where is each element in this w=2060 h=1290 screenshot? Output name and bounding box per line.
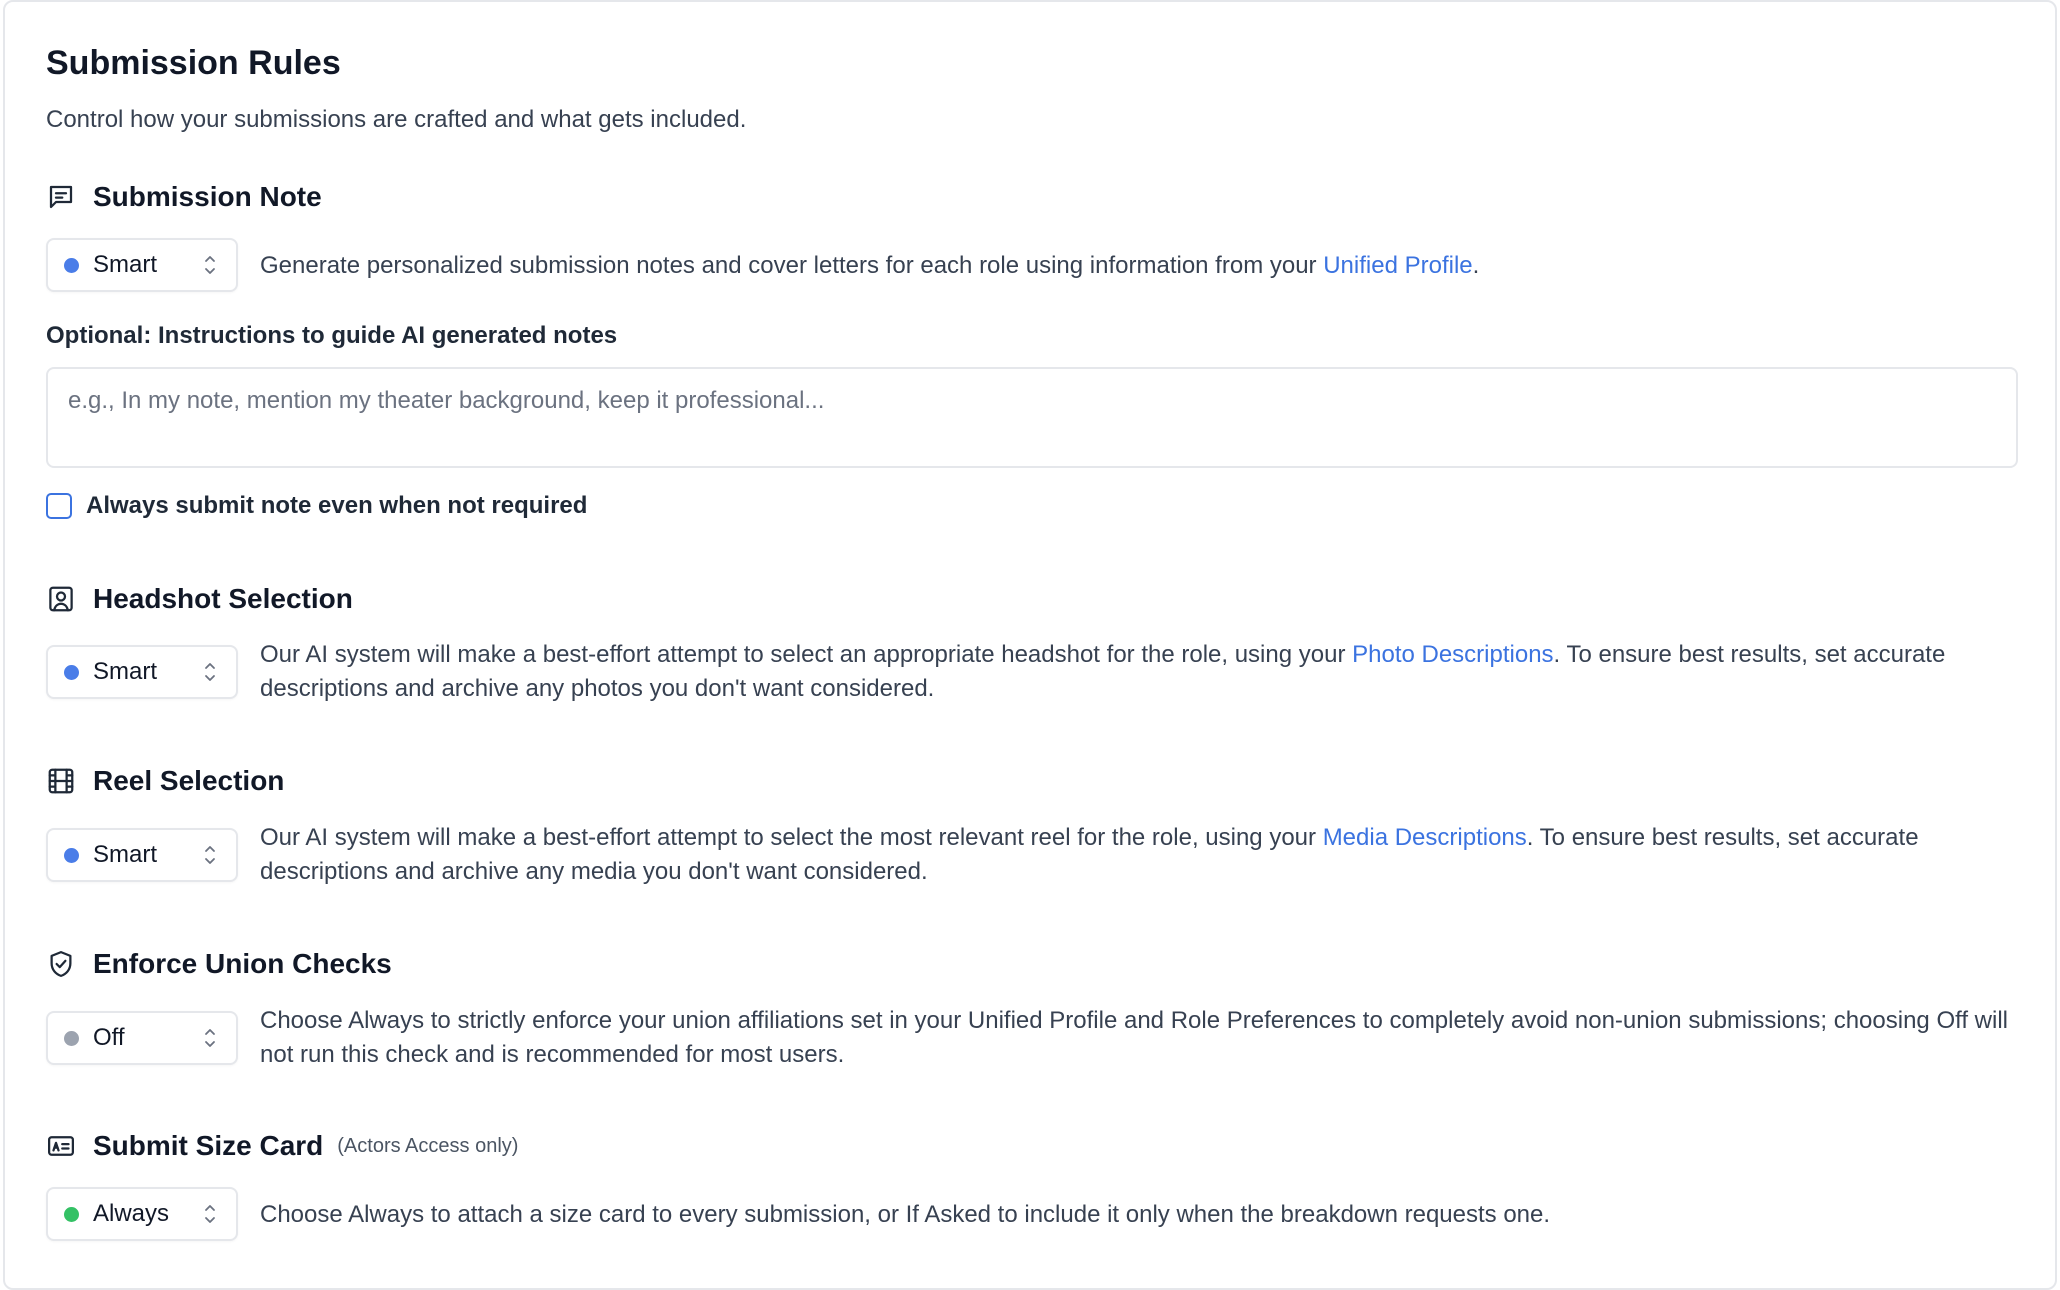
status-dot-always [64, 1207, 79, 1222]
chevron-up-down-icon [204, 1203, 216, 1225]
headshot-selection-desc-text: Our AI system will make a best-effort attempt to select an appropriate headshot for the role, using your [260, 641, 1353, 668]
union-checks-title: Enforce Union Checks [93, 948, 392, 979]
reel-selection-title: Reel Selection [93, 765, 285, 796]
size-card-select-value: Always [93, 1200, 170, 1227]
photo-descriptions-link[interactable]: Photo Descriptions [1352, 641, 1554, 668]
film-icon [46, 766, 76, 796]
reel-selection-desc-after: . To ensure best results, set accurate descriptions and archive any media you don't want considered. [260, 824, 1919, 885]
chevron-up-down-icon [204, 1027, 216, 1049]
shield-check-icon [46, 949, 76, 979]
headshot-selection-title: Headshot Selection [93, 583, 353, 614]
submission-note-description [260, 249, 2020, 283]
status-dot-smart [64, 665, 79, 680]
id-card-icon [46, 1131, 76, 1161]
instructions-label: Optional: Instructions to guide AI generated notes [46, 322, 618, 349]
reel-selection-select-value: Smart [93, 841, 158, 868]
headshot-selection-select-value: Smart [93, 658, 158, 685]
submission-note-header [46, 179, 322, 215]
instructions-textarea[interactable] [46, 367, 2018, 468]
reel-selection-desc-text: Our AI system will make a best-effort attempt to select the most relevant reel for the role, using your [260, 824, 1323, 851]
size-card-title: Submit Size Card [93, 1130, 324, 1161]
submission-note-select[interactable] [46, 238, 238, 292]
union-checks-header [46, 946, 392, 982]
headshot-selection-header [46, 581, 353, 617]
reel-selection-select[interactable] [46, 828, 238, 882]
union-checks-select-value: Off [93, 1024, 125, 1051]
union-checks-description: Choose Always to strictly enforce your union affiliations set in your Unified Profile and Role Preferences to completely avoid non-union submissions; choosing Off will not run this check and is recommended for most users. [260, 1007, 2009, 1068]
headshot-selection-description [260, 638, 2020, 706]
size-card-description: Choose Always to attach a size card to every submission, or If Asked to include it only when the breakdown requests one. [260, 1201, 1551, 1228]
submission-note-desc-after: . [1472, 252, 1480, 279]
message-square-icon [46, 182, 76, 212]
reel-selection-description [260, 821, 2020, 889]
size-card-header [46, 1128, 518, 1164]
size-card-select[interactable] [46, 1187, 238, 1241]
status-dot-off [64, 1031, 79, 1046]
chevron-up-down-icon [204, 844, 216, 866]
always-submit-note-checkbox[interactable] [46, 493, 72, 519]
page-title: Submission Rules [46, 44, 341, 82]
always-submit-note-label: Always submit note even when not required [86, 492, 588, 519]
submission-note-select-value: Smart [93, 251, 158, 278]
status-dot-smart [64, 258, 79, 273]
size-card-suffix: (Actors Access only) [337, 1134, 519, 1157]
submission-note-title: Submission Note [93, 181, 322, 212]
submission-note-desc-text: Generate personalized submission notes and cover letters for each role using information from your [260, 252, 1324, 279]
chevron-up-down-icon [204, 661, 216, 683]
status-dot-smart [64, 848, 79, 863]
headshot-selection-desc-after: . To ensure best results, set accurate descriptions and archive any photos you don't want considered. [260, 641, 1946, 702]
reel-selection-header [46, 763, 284, 799]
page-subtitle: Control how your submissions are crafted and what gets included. [46, 106, 747, 133]
always-submit-note-option[interactable] [46, 492, 587, 520]
union-checks-select[interactable] [46, 1011, 238, 1065]
portrait-icon [46, 584, 76, 614]
headshot-selection-select[interactable] [46, 645, 238, 699]
chevron-up-down-icon [204, 254, 216, 276]
media-descriptions-link[interactable]: Media Descriptions [1322, 824, 1527, 851]
unified-profile-link[interactable]: Unified Profile [1323, 252, 1473, 279]
